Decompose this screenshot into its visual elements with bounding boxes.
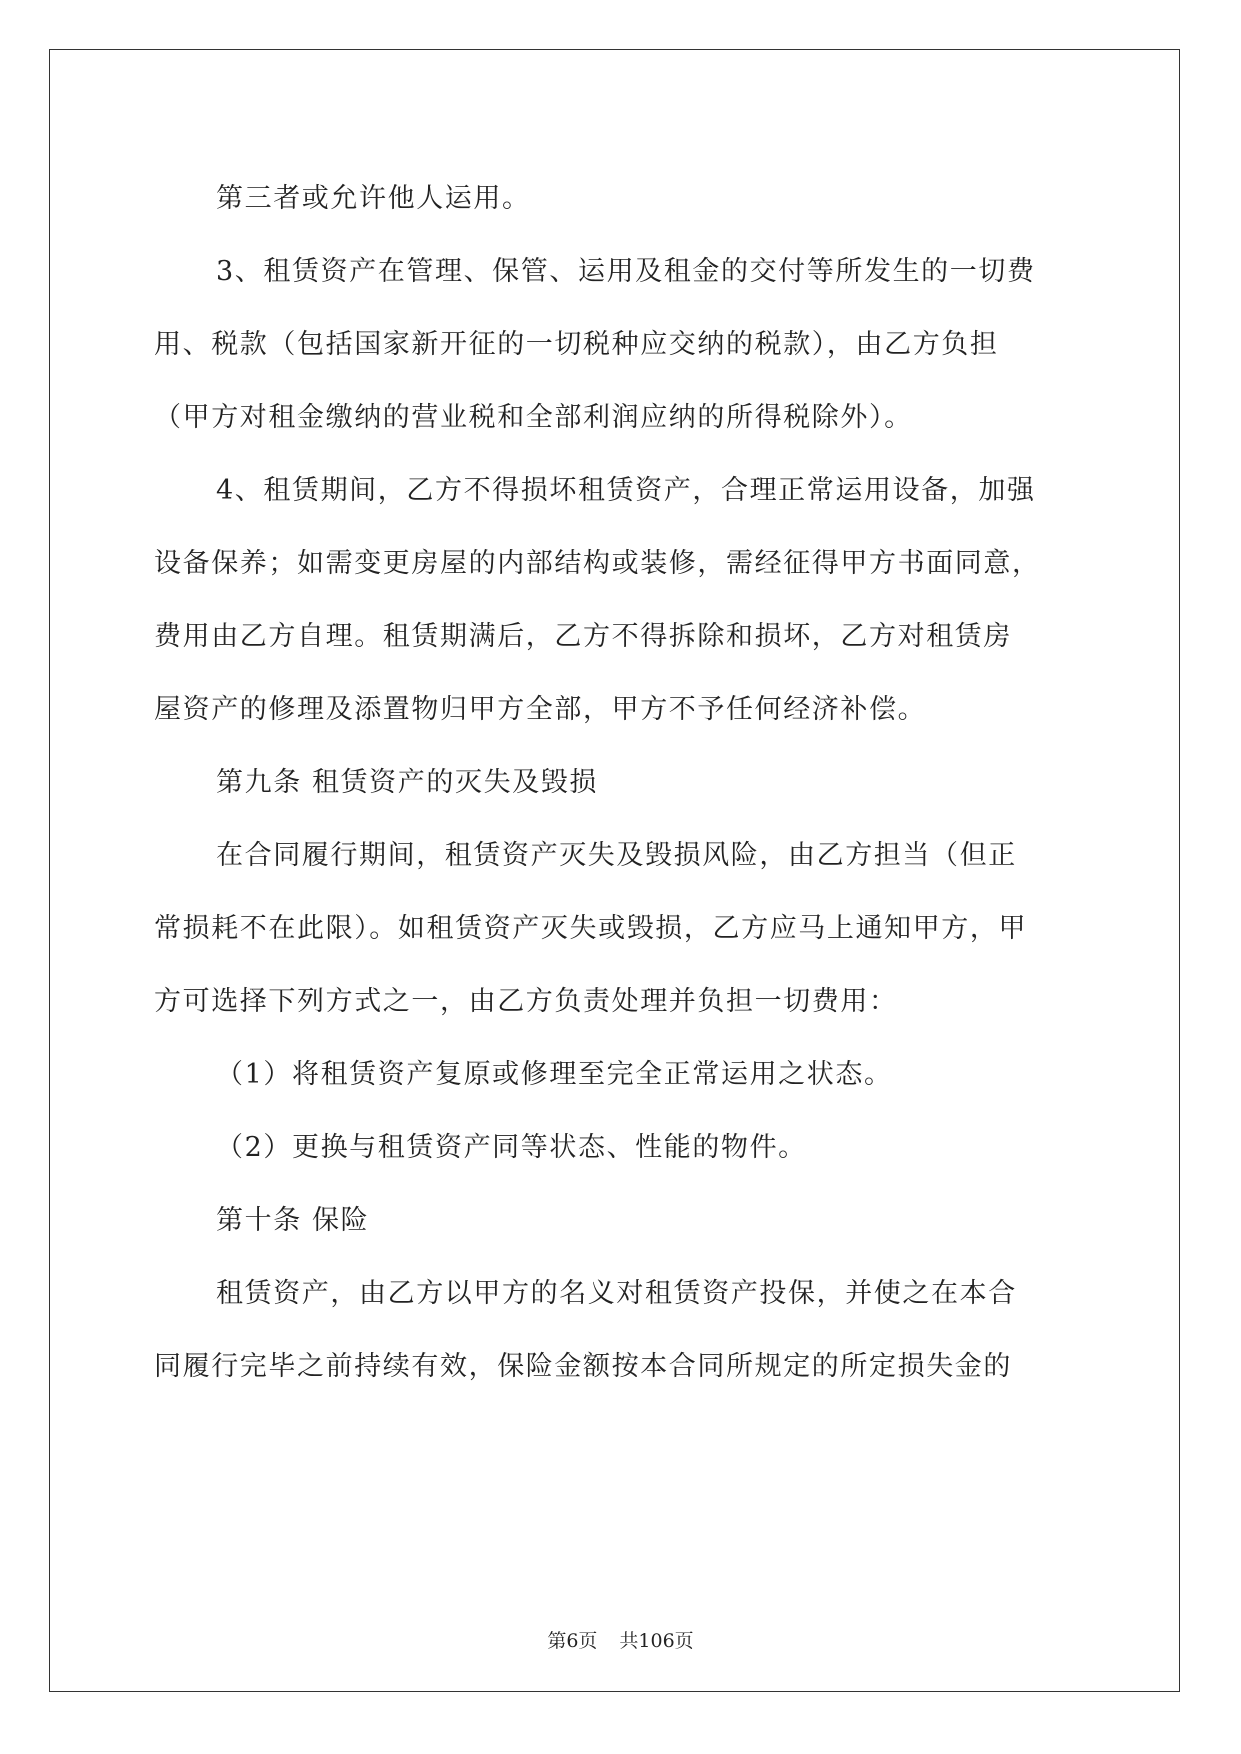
page-total: 共106页: [619, 1630, 694, 1652]
section-heading: 第十条 保险: [216, 1205, 370, 1236]
text-line: 方可选择下列方式之一，由乙方负责处理并负担一切费用：: [154, 986, 898, 1017]
page-footer: [0, 1629, 1241, 1653]
document-body: [154, 162, 1084, 1403]
text-line: 同履行完毕之前持续有效，保险金额按本合同所规定的所定损失金的: [154, 1351, 1012, 1382]
text-line: （甲方对租金缴纳的营业税和全部利润应纳的所得税除外）。: [154, 402, 913, 433]
text-line: 4、租赁期间，乙方不得损坏租赁资产，合理正常运用设备，加强: [216, 475, 1036, 506]
text-line: 第三者或允许他人运用。: [216, 183, 531, 214]
text-line: 费用由乙方自理。租赁期满后，乙方不得拆除和损坏，乙方对租赁房: [154, 621, 1012, 652]
text-line: 常损耗不在此限）。如租赁资产灭失或毁损，乙方应马上通知甲方，甲: [154, 913, 1028, 944]
section-heading: 第九条 租赁资产的灭失及毁损: [216, 767, 598, 798]
text-line: 租赁资产，由乙方以甲方的名义对租赁资产投保，并使之在本合: [216, 1278, 1017, 1309]
text-line: 在合同履行期间，租赁资产灭失及毁损风险，由乙方担当（但正: [216, 840, 1017, 871]
text-line: 3、租赁资产在管理、保管、运用及租金的交付等所发生的一切费: [216, 256, 1036, 287]
list-item: （2）更换与租赁资产同等状态、性能的物件。: [216, 1132, 807, 1163]
text-line: 屋资产的修理及添置物归甲方全部，甲方不予任何经济补偿。: [154, 694, 927, 725]
list-item: （1）将租赁资产复原或修理至完全正常运用之状态。: [216, 1059, 893, 1090]
page-number: 第6页: [547, 1630, 598, 1652]
text-line: 用、税款（包括国家新开征的一切税种应交纳的税款），由乙方负担: [154, 329, 999, 360]
text-line: 设备保养；如需变更房屋的内部结构或装修，需经征得甲方书面同意，: [154, 548, 1041, 579]
